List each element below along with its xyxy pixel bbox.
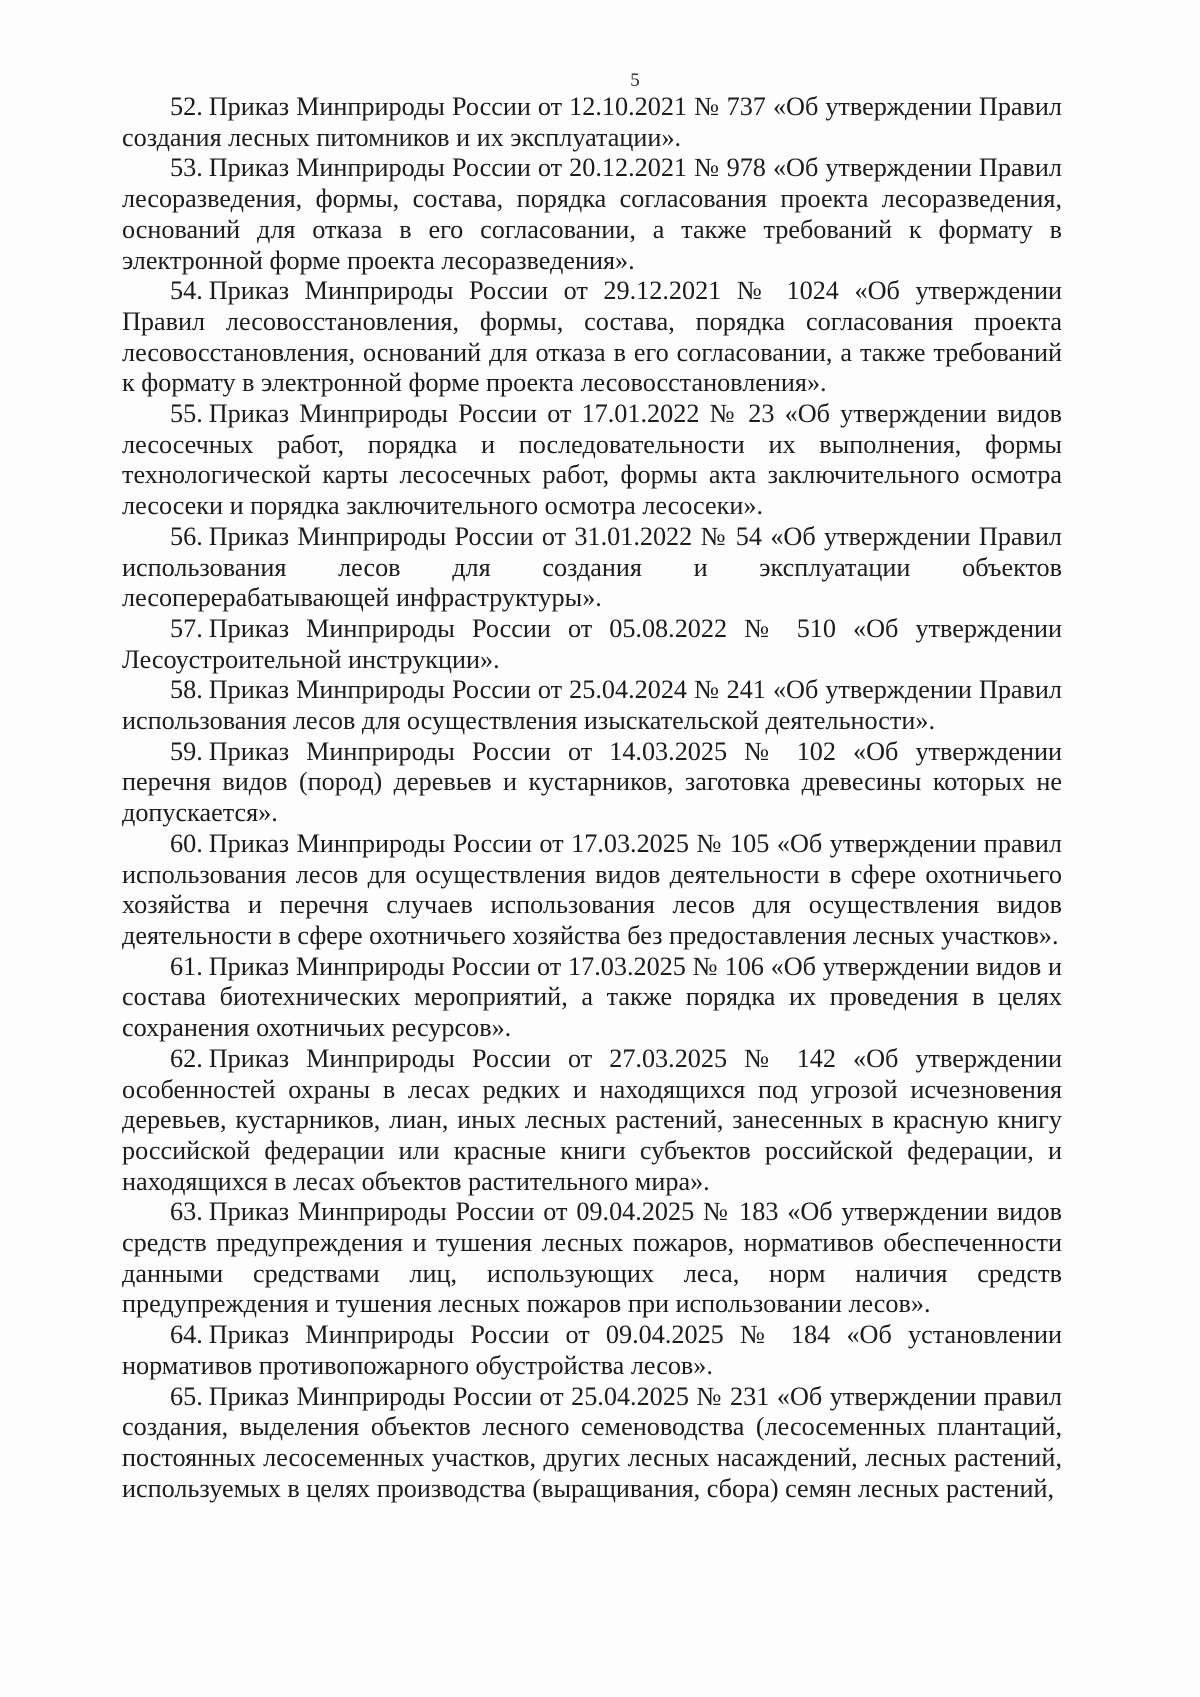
item-text: Приказ Минприроды России от 31.01.2022 № 54 «Об утверждении Правил использования лесов для создания и эксплуатации объектов лесоперерабатывающей инфраструктуры».	[122, 521, 1062, 613]
item-text: Приказ Минприроды России от 14.03.2025 № 102 «Об утверждении перечня видов (пород) деревьев и кустарников, заготовка древесины которых не допускается».	[122, 736, 1062, 828]
item-number: 60.	[170, 828, 203, 858]
list-item-52	[122, 92, 1062, 153]
item-number: 55.	[170, 399, 203, 429]
list-item-54	[122, 276, 1062, 399]
item-number: 59.	[170, 736, 203, 766]
list-item-53	[122, 153, 1062, 276]
item-number: 64.	[170, 1320, 203, 1350]
item-number: 61.	[170, 951, 203, 981]
item-text: Приказ Минприроды России от 17.01.2022 № 23 «Об утверждении видов лесосечных работ, порядка и последовательности их выполнения, формы технологической карты лесосечных работ, формы акта заключительного осмотра лесосеки и порядка заключительного осмотра лесосеки».	[122, 399, 1062, 521]
item-text: Приказ Минприроды России от 09.04.2025 № 184 «Об установлении нормативов противопожарного обустройства лесов».	[122, 1320, 1062, 1380]
item-text: Приказ Минприроды России от 20.12.2021 № 978 «Об утверждении Правил лесоразведения, формы, состава, порядка согласования проекта лесоразведения, оснований для отказа в его согласовании, а также требований к формату в электронной форме проекта лесоразведения».	[122, 153, 1062, 275]
item-number: 57.	[170, 613, 203, 643]
list-item-65	[122, 1382, 1062, 1505]
item-text: Приказ Минприроды России от 12.10.2021 № 737 «Об утверждении Правил создания лесных питомников и их эксплуатации».	[122, 92, 1062, 152]
list-item-57	[122, 614, 1062, 675]
item-text: Приказ Минприроды России от 09.04.2025 № 183 «Об утверждении видов средств предупреждения и тушения лесных пожаров, нормативов обеспеченности данными средствами лиц, использующих леса, норм наличия средств предупреждения и тушения лесных пожаров при использовании лесов».	[122, 1197, 1062, 1319]
list-item-56	[122, 522, 1062, 614]
list-item-64	[122, 1320, 1062, 1381]
list-item-63	[122, 1197, 1062, 1320]
list-item-59	[122, 737, 1062, 829]
item-text: Приказ Минприроды России от 27.03.2025 № 142 «Об утверждении особенностей охраны в лесах редких и находящихся под угрозой исчезновения деревьев, кустарников, лиан, иных лесных растений, занесенных в красную книгу российской федерации или красные книги субъектов российской федерации, и находящихся в лесах объектов растительного мира».	[122, 1043, 1062, 1196]
list-item-62	[122, 1044, 1062, 1198]
page-number: 5	[630, 70, 640, 91]
item-number: 56.	[170, 521, 203, 551]
item-text: Приказ Минприроды России от 05.08.2022 № 510 «Об утверждении Лесоустроительной инструкции».	[122, 613, 1062, 674]
item-number: 62.	[170, 1043, 203, 1073]
orders-list	[122, 92, 1062, 1504]
list-item-61	[122, 952, 1062, 1044]
item-text: Приказ Минприроды России от 29.12.2021 № 1024 «Об утверждении Правил лесовосстановления, формы, состава, порядка согласования проекта лесовосстановления, оснований для отказа в его согласовании, а также требований к формату в электронной форме проекта лесовосстановления».	[122, 276, 1062, 398]
item-text: Приказ Минприроды России от 25.04.2024 № 241 «Об утверждении Правил использования лесов для осуществления изыскательской деятельности».	[122, 675, 1062, 736]
item-number: 54.	[170, 276, 203, 306]
list-item-60	[122, 829, 1062, 952]
list-item-55	[122, 399, 1062, 522]
item-number: 63.	[170, 1197, 203, 1227]
item-text: Приказ Минприроды России от 17.03.2025 № 105 «Об утверждении правил использования лесов для осуществления видов деятельности в сфере охотничьего хозяйства и перечня случаев использования лесов для осуществления видов деятельности в сфере охотничьего хозяйства без предоставления лесных участков».	[122, 828, 1062, 950]
list-item-58	[122, 675, 1062, 736]
item-number: 53.	[170, 153, 203, 183]
item-number: 65.	[170, 1381, 203, 1411]
item-text: Приказ Минприроды России от 17.03.2025 № 106 «Об утверждении видов и состава биотехнических мероприятий, а также порядка их проведения в целях сохранения охотничьих ресурсов».	[122, 951, 1062, 1043]
item-number: 58.	[170, 675, 203, 705]
item-number: 52.	[170, 92, 203, 121]
item-text: Приказ Минприроды России от 25.04.2025 № 231 «Об утверждении правил создания, выделения объектов лесного семеноводства (лесосеменных плантаций, постоянных лесосеменных участков, других лесных насаждений, лесных растений, используемых в целях производства (выращивания, сбора) семян лесных растений,	[122, 1381, 1062, 1503]
